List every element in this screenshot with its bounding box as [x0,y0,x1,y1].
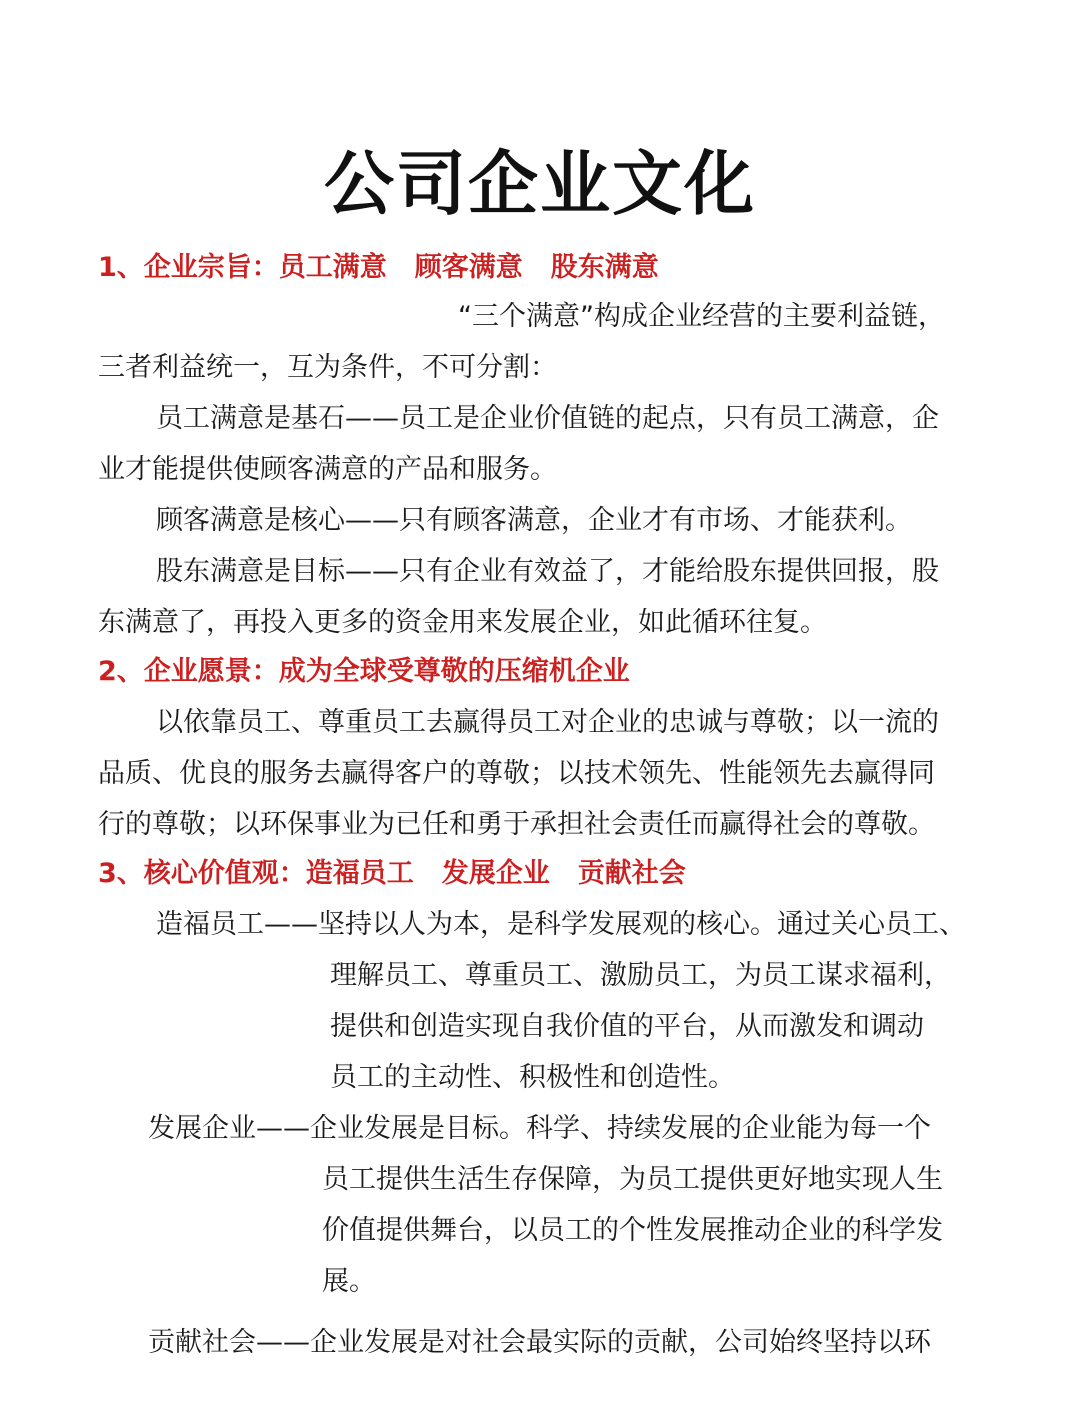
section-heading-values [98,854,686,894]
paragraph-line: 股东满意是目标——只有企业有效益了，才能给股东提供回报，股 [156,556,939,587]
paragraph-line: 以依靠员工、尊重员工去赢得员工对企业的忠诚与尊敬；以一流的 [156,707,939,738]
paragraph-line: 提供和创造实现自我价值的平台，从而激发和调动 [330,1011,924,1042]
heading-prefix: 3、核心价值观： [98,858,306,889]
heading-item: 贡献社会 [577,858,686,889]
paragraph-line: 东满意了，再投入更多的资金用来发展企业，如此循环往复。 [98,607,827,638]
heading-item: 顾客满意 [414,252,523,283]
heading-prefix: 1、企业宗旨： [98,252,279,283]
paragraph-line: 三者利益统一，互为条件，不可分割： [98,352,557,383]
section-heading-mission [98,248,659,288]
heading-item: 成为全球受尊敬的压缩机企业 [278,656,630,687]
heading-item: 造福员工 [305,858,414,889]
paragraph-line: 价值提供舞台，以员工的个性发展推动企业的科学发 [322,1215,943,1246]
paragraph-line: 发展企业——企业发展是目标。科学、持续发展的企业能为每一个 [148,1113,931,1144]
paragraph-line: 员工满意是基石——员工是企业价值链的起点，只有员工满意，企 [156,403,939,434]
heading-item: 发展企业 [441,858,550,889]
paragraph-line: 业才能提供使顾客满意的产品和服务。 [98,454,557,485]
section-heading-vision [98,652,630,692]
heading-item: 员工满意 [278,252,387,283]
paragraph-line: 员工提供生活生存保障，为员工提供更好地实现人生 [322,1164,943,1195]
paragraph-line: 理解员工、尊重员工、激励员工，为员工谋求福利， [330,960,951,991]
page-title: 公司企业文化 [324,143,756,225]
paragraph-line: 行的尊敬；以环保事业为已任和勇于承担社会责任而赢得社会的尊敬。 [98,809,935,840]
paragraph-line: 展。 [322,1266,376,1297]
paragraph-line: 造福员工——坚持以人为本，是科学发展观的核心。通过关心员工、 [156,909,966,940]
paragraph-line: “三个满意”构成企业经营的主要利益链， [458,301,945,332]
paragraph-line: 品质、优良的服务去赢得客户的尊敬；以技术领先、性能领先去赢得同 [98,758,935,789]
paragraph-line: 员工的主动性、积极性和创造性。 [330,1062,735,1093]
paragraph-line: 贡献社会——企业发展是对社会最实际的贡献，公司始终坚持以环 [148,1327,931,1358]
heading-prefix: 2、企业愿景： [98,656,279,687]
paragraph-line: 顾客满意是核心——只有顾客满意，企业才有市场、才能获利。 [156,505,912,536]
heading-item: 股东满意 [550,252,659,283]
